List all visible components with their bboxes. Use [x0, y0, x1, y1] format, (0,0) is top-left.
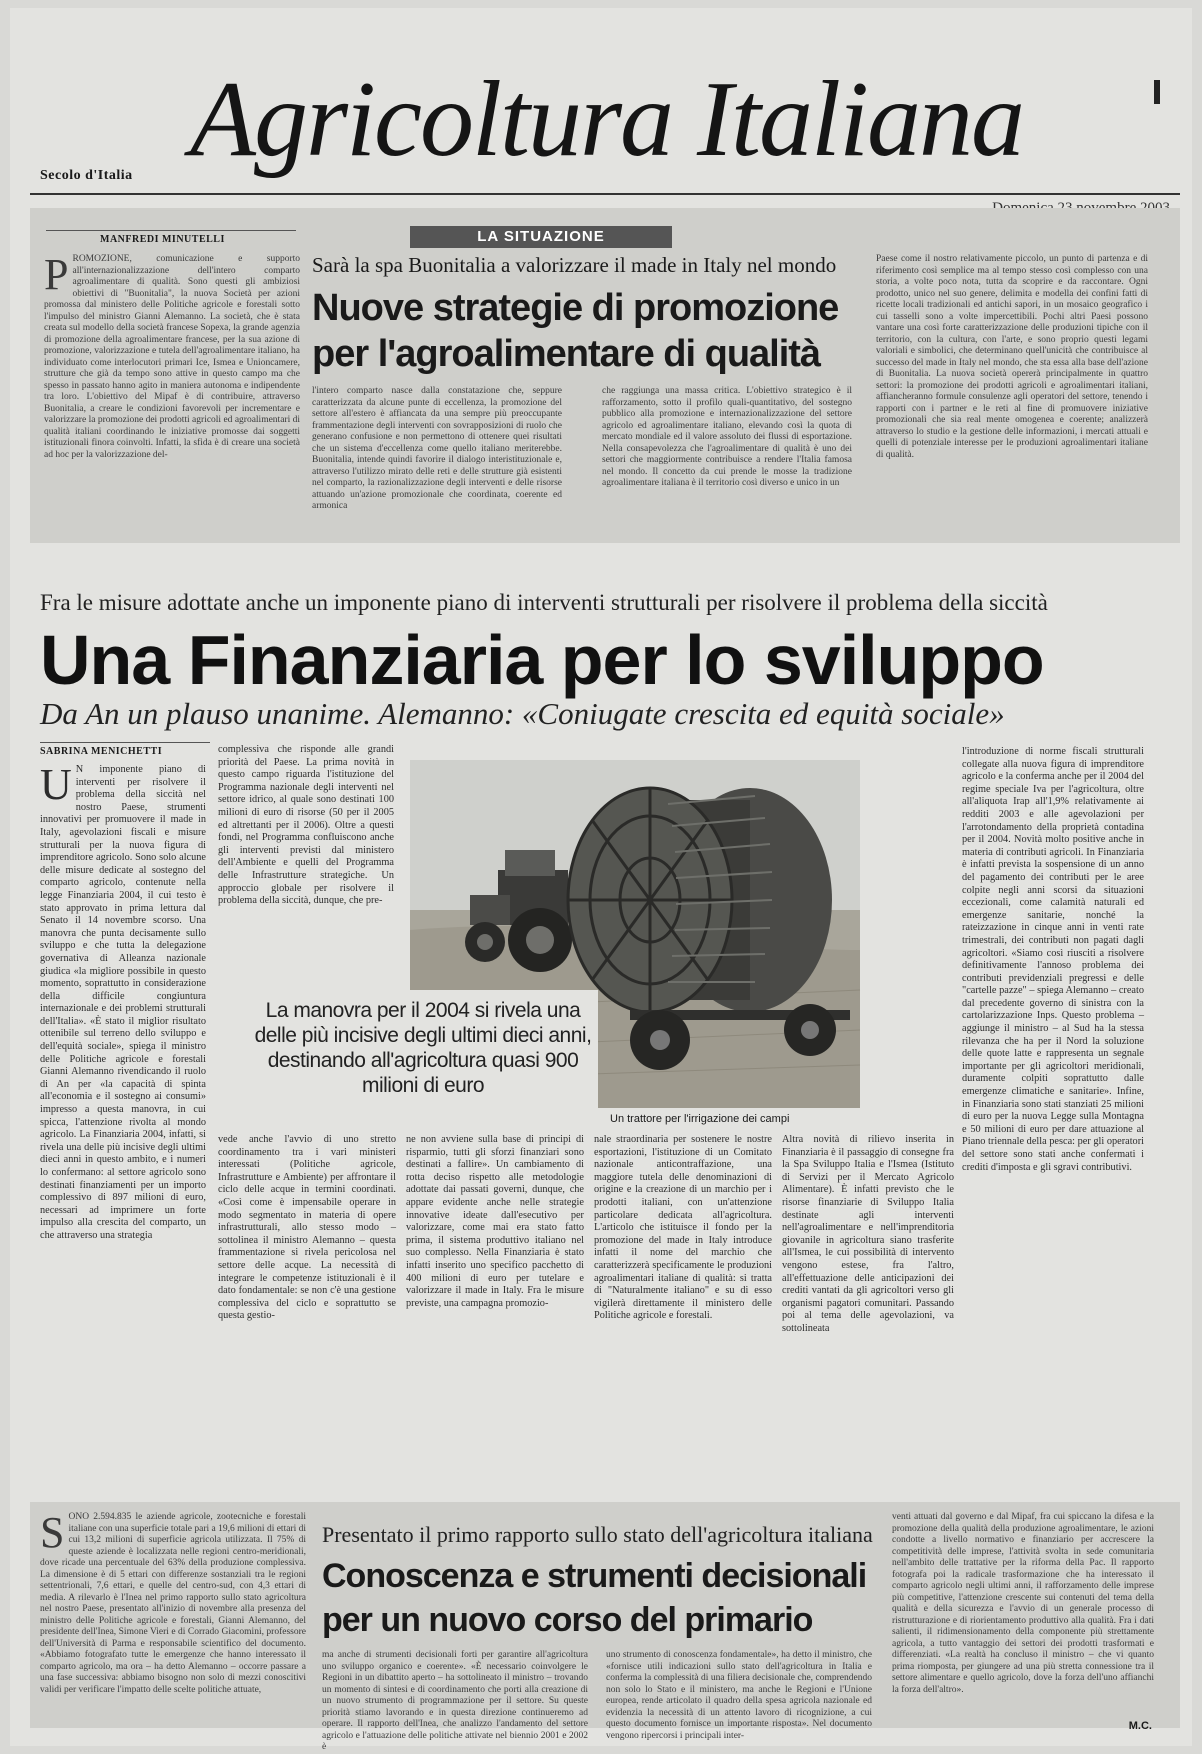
la-situazione-label: LA SITUAZIONE	[410, 226, 672, 248]
photo-caption: Un trattore per l'irrigazione dei campi	[610, 1113, 790, 1125]
rapporto-col3: uno strumento di conoscenza fondamentale», ha detto il ministro, che «fornisce utili indicazioni sullo stato dell'agricoltura in Italia e conferma la complessità di una filiera decisionale che, comprendendo non solo lo Stato e il ministero, ma anche le Regioni e l'Unione europea, rende articolato il quadro della spesa agricola nazionale ed evidenzia la necessità di un attento lavoro di ricognizione, a cui questo documento fornisce un importante risposta». Nel documento vengono ripercorsi i principali inter-	[606, 1650, 872, 1741]
situazione-col3: Paese come il nostro relativamente piccolo, un punto di partenza e di riferimento così semplice ma al tempo stesso così complesso con una storia, a volte poco nota, tutta da scoprire e da raccontare. Ogni prodotto, unico nel suo genere, delimita e modella dei confini fatti di ricette locali tradizionali ed antichi sapori, in un mosaico geografico i cui tasselli sono a volte impercettibili. Pochi altri Paesi possono vantare una così forte caratterizzazione delle produzioni tipiche con il territorio, con la cultura, con l'arte, e sono proprio questi legami valoriali e simbolici, che determinano quell'unicità che contribuisce al successo del made in Italy nel mondo, che sta essa alla base dell'azione di Buonitalia. La nuova società opererà principalmente in quattro settori: la promozione dei prodotti agricoli e agroalimentari italiani, affiancheranno formule consulenze agli operatori del settore, tenendo i rapporti con i partner e le reti al fine di promuovere iniziative promozionali che sia real mente omogenea e coerente; analizzerà attraverso lo studio e la gestione delle informazioni, i mercati attuali e quelli di potenziale interesse per le produzioni agroalimentari italiane di qualità.	[876, 254, 1148, 460]
finanziaria-kicker: Fra le misure adottate anche un imponente piano di interventi strutturali per risolvere il problema della siccità	[40, 590, 1048, 615]
masthead-mark	[1154, 80, 1160, 104]
rapporto-subhead: Presentato il primo rapporto sullo stato dell'agricoltura italiana	[322, 1522, 873, 1547]
finanziaria-col4b: nale straordinaria per sostenere le nostre esportazioni, l'istituzione di un Comitato nazionale anticontraffazione, una maggiore tutela delle denominazioni di origine e la creazione di un marchio per i prodotti italiani, con un'attenzione particolare dedicata all'agricoltura. L'articolo che istituisce il fondo per la promozione del made in Italy introduce infatti il nome del marchio che caratterizzerà specificamente le produzioni agroalimentari italiane di qualità: si tratta di "Naturalmente italiano" e su di esso vigilerà direttamente il ministero delle Politiche agricole e forestali.	[594, 1134, 772, 1322]
finanziaria-col1	[40, 760, 206, 1470]
masthead-section: Secolo d'Italia	[40, 168, 133, 183]
situazione-headline: Nuove strategie di promozione per l'agroalimentare di qualità	[312, 287, 839, 375]
finanziaria-col5b: Altra novità di rilievo inserita in Finanziaria è il passaggio di consegne fra la Spa Sviluppo Italia e l'Ismea (Istituto di Servizi per il Mercato Agricolo Alimentare). È infatti previsto che le risorse finanziarie di Sviluppo Italia destinate agli interventi nell'agroalimentare e nell'imprenditoria giovanile in agricoltura siano trasferite all'Ismea, le cui possibilità di intervento vengono estese, fra l'altro, all'effettuazione delle anticipazioni dei crediti vantati da gli agricoltori verso gli organismi pagatori comunitari. Passando poi al tema delle agevolazioni, va sottolineata	[782, 1134, 954, 1334]
top-left-body: ROMOZIONE, comunicazione e supporto all'internazionalizzazione dell'intero comparto agroalimentare di qualità. Sono questi gli ambiziosi obiettivi di "Buonitalia", la nuova Società per azioni promossa dal ministero delle Politiche agricole e forestali sotto l'impulso del ministro Gianni Alemanno. La società, che è stata creata sul modello della società francese Sopexa, la grande agenzia di promozione della agroalimentare francese, per la sua azione di promozione, valorizzazione e tutela dell'agroalimentare italiano, ha individuato come interlocutori primari Ice, Ismea e Unioncamere, strutture che già da tempo sono attive in questo campo ma che spesso in passato hanno agito in maniera autonoma e indipendente tra loro. L'obiettivo del Mipaf è di contribuire, attraverso Buonitalia, a creare le condizioni favorevoli per incrementare e valorizzare la promozione dei prodotti agricoli ed agroalimentari di qualità italiani coordinando le iniziative promosse dai soggetti istituzionali finora coinvolti. Infatti, la sfida è di creare una società ad hoc per la valorizzazione del-	[44, 254, 300, 460]
byline-minutelli: MANFREDI MINUTELLI	[100, 234, 225, 245]
byline-rule-fin	[40, 742, 210, 743]
masthead-title: Agricoltura Italiana	[190, 60, 1023, 179]
masthead	[30, 28, 1170, 198]
situazione-col1: l'intero comparto nasce dalla constatazione che, seppure caratterizzata da alcune punte di eccellenza, la promozione del settore all'estero è affiancata da una sempre più preoccupante frammentazione degli interventi con sovrapposizioni di ruolo che generano confusione e non permettono di ottenere quei risultati che un sistema d'eccellenza come quello italiano meriterebbe. Buonitalia, intende quindi favorire il dialogo interistituzionale e, attraverso l'utilizzo mirato delle reti e delle strutture già esistenti nel comparto, la razionalizzazione degli interventi e delle risorse attuando un'azione promozionale che coordinata, coerente ed armonica	[312, 386, 562, 511]
finanziaria-col2b: vede anche l'avvio di uno stretto coordinamento tra i vari ministeri interessati (Politiche agricole, Infrastrutture e Ambiente) per affrontare il ciclo delle acque in termini coordinati. «Così come è impensabile operare in modo segmentato in materia di opere infrastrutturali, allo stesso modo – sottolinea il ministro Alemanno – questa frammentazione si rivela pericolosa nel settore delle acque. La necessità di integrare le competenze istituzionali è il dato fondamentale: se non c'è una gestione complessiva del ciclo e soprattutto se questa gestio-	[218, 1134, 396, 1322]
signature-mc: M.C.	[1128, 1720, 1152, 1732]
masthead-rule	[30, 193, 1180, 195]
finanziaria-col1-body: N imponente piano di interventi per risolvere il problema della siccità nel nostro Paese, strumenti innovativi per promuovere il made in Italy, agevolazioni fiscali e misure strutturali per la nuova figura di imprenditore agricolo. Sono solo alcune delle misure dedicate al sostegno del comparto agricolo, contenute nella legge Finanziaria 2004, il cui testo è stato approvato in prima lettura dal Senato il 14 novembre scorso. Una manovra che punta decisamente sullo sviluppo e che tutta la delegazione governativa di Alleanza nazionale giudica «la migliore possibile in questo momento, soprattutto in considerazione della difficile congiuntura internazionale e dei problemi strutturali dell'Italia». «È stato il miglior risultato ottenibile sul terreno dello sviluppo e dell'equità sociale», spiega il ministro delle Politiche agricole e forestali Gianni Alemanno rivendicando il ruolo di An per «la capacità di spinta all'economia e il sostegno ai consumi» impresso a questa manovra, in cui spicca, l'attenzione rivolta al mondo agricolo. La Finanziaria 2004, infatti, si rivela una delle più incisive degli ultimi dieci anni in questo ambito, e i numeri lo confermano: al settore agricolo sono destinati finanziamenti per un importo complessivo di 897 milioni di euro, necessari ad imprimere un forte impulso alla crescita del comparto, un che attraverso una strategia	[40, 764, 206, 1241]
dropcap-s: S	[40, 1508, 65, 1557]
situazione-col2: che raggiunga una massa critica. L'obiettivo strategico è il rafforzamento, sotto il profilo quali-quantitativo, del sostegno pubblico alla promozione e internazionalizzazione del settore agricolo ed agroalimentare italiano, elevando così la quota di mercato mondiale ed il valore assoluto dei flussi di esportazione. Nella consapevolezza che l'agroalimentare di qualità è uno dei settori che maggiormente contribuisce a rendere l'Italia famosa nel mondo. Il concetto da cui prende le mosse la tradizione agroalimentare italiana è il territorio così diverso e unico in un	[602, 386, 852, 488]
rapporto-col4: venti attuati dal governo e dal Mipaf, fra cui spiccano la difesa e la promozione della qualità della produzione agroalimentare, le azioni condotte a livello normativo e finanziario per accrescere la competitività delle imprese, l'attività svolta in sede comunitaria nell'ambito delle trattative per la riforma della Pac. Il rapporto fotografa poi la radicale trasformazione che ha interessato il comparto agricolo negli ultimi anni, il rafforzamento delle imprese più competitive, l'attenzione crescente sui contenuti del tema della qualità e della sicurezza e l'avvio di un generale processo di ristrutturazione e di riorientamento produttivo alla qualità. Fra i dati salienti, il ridimensionamento della componente più strettamente agricola, a tutto vantaggio dei settori dei prodotti trasformati e differenziati. «La realtà ha concluso il ministro – che vi quanto prima riomposta, per giungere ad una più stretta connessione tra il settore alimentare e quello agricolo, dove la forza dell'uno affianchi la forza dell'altro».	[892, 1512, 1154, 1695]
finanziaria-col2: complessiva che risponde alle grandi priorità del Paese. La prima novità in questo campo riguarda l'istituzione del Programma nazionale degli interventi nel settore idrico, al quale sono destinati 100 milioni di euro di risorse (50 per il 2005 ed altrettanti per il 2006). Oltre a questi fondi, nel Programma confluiscono anche gli interventi previsti dal ministero dell'Ambiente e quelli del Programma delle Infrastrutture strategiche. Un approccio globale per risolvere il problema della siccità, dunque, che pre-	[218, 744, 394, 907]
rapporto-col2: ma anche di strumenti decisionali forti per garantire all'agricoltura uno sviluppo organico e coerente». «È necessario coinvolgere le Regioni in un dibattito aperto – ha sottolineato il ministro – trovando un momento di sintesi e di coordinamento che porti alla creazione di un nuovo strumento di programmazione per il settore. Su queste priorità stiamo lavorando e in questa direzione continueremo ad operare. Il rapporto dell'Inea, che analizzo l'andamento del settore agricolo e l'attuazione delle politiche attivate nel biennio 2001 e 2002 è	[322, 1650, 588, 1752]
situazione-subhead: Sarà la spa Buonitalia a valorizzare il made in Italy nel mondo	[312, 253, 837, 277]
pullquote: La manovra per il 2004 si rivela una delle più incisive degli ultimi dieci anni, destinando all'agricoltura quasi 900 milioni di euro	[254, 999, 592, 1097]
finanziaria-headline: Una Finanziaria per lo sviluppo	[40, 621, 1044, 699]
dropcap-p: P	[44, 250, 69, 299]
dropcap-u: U	[40, 760, 72, 809]
rapporto-col1	[40, 1508, 306, 1722]
byline-menichetti: SABRINA MENICHETTI	[40, 746, 163, 757]
byline-rule-top	[46, 230, 296, 231]
top-left-article-text	[44, 250, 300, 538]
rapporto-headline: Conoscenza e strumenti decisionali per un nuovo corso del primario	[322, 1557, 867, 1639]
rapporto-col1-body: ONO 2.594.835 le aziende agricole, zootecniche e forestali italiane con una superficie totale pari a 19,6 milioni di ettari di cui 13,2 milioni di superficie agricola utilizzata. Il 75% di queste aziende è localizzata nelle regioni centro-meridionali, dove ricade una percentuale del 63% della produzione complessiva. La dimensione è di 5 ettari con differenze sostanziali tra le regioni settentrionali, 7,6 ettari, e quelle del centro-sud, con 4,3 ettari di media. A rilevarlo è l'Inea nel primo rapporto sullo stato agricoltura nel nostro Paese, presentato all'inizio di novembre alla presenza del ministro delle Politiche agricole e forestali, Gianni Alemanno, del presidente dell'Inea, Simone Vieri e di Corrado Giacomini, professore dell'Università di Parma e responsabile scientifico del documento. «Abbiamo fotografato tutte le emergenze che hanno interessato il comparto agricolo, ma ora – ha detto Alemanno – occorre passare a una fase successiva: abbiamo bisogno non solo di mezzi conoscitivi validi per verificare l'impatto delle scelte politiche attuate,	[40, 1512, 306, 1695]
finanziaria-col3b: ne non avviene sulla base di principi di risparmio, tutti gli sforzi finanziari sono destinati a fallire». Un cambiamento di rotta deciso rispetto alle metodologie adottate dai passati governi, dunque, che appare evidente anche nelle strategie innovative ideate dall'esecutivo per valorizzare, come mai era stato fatto prima, il sistema produttivo italiano nel suo complesso. Nella Finanziaria è stato infatti inserito uno specifico pacchetto di 400 milioni di euro per tutelare e valorizzare il made in Italy. Fra le misure previste, una campagna promozio-	[406, 1134, 584, 1309]
finanziaria-subhead: Da An un plauso unanime. Alemanno: «Coniugate crescita ed equità sociale»	[40, 696, 1005, 731]
newspaper-page	[10, 8, 1192, 1752]
finanziaria-col6: l'introduzione di norme fiscali strutturali collegate alla nuova figura di imprenditore agricolo e la conferma anche per il 2004 del regime speciale Iva per l'agricoltura, oltre all'aliquota Irap all'1,9% relativamente ai redditi 2003 e alle agevolazioni per l'arrotondamento della proprietà contadina per il 2004. Novità molto positive anche in materia di contributi agricoli. In Finanziaria è infatti prevista la sospensione di un anno del pagamento dei contributi per le aree colpite negli anni scorsi da situazioni eccezionali, come calamità naturali ed emergenze sanitarie, nonché la rateizzazione in cinque anni in venti rate trimestrali, dei contributi non pagati dagli agricoltori. «Siamo così riusciti a risolvere definitivamente l'annoso problema dei contributi previdenziali pregressi e delle "cartelle pazze" – spiega Alemanno – creato dal precedente governo di sinistra con la cartolarizzazione Inps. Questo problema – aggiunge il ministro – al Sud ha la stessa rilevanza che ha per il Nord la soluzione delle quote latte e rappresenta un segnale importante per gli agricoltori meridionali, duramente colpiti soprattutto dalle emergenze climatiche e sanitarie». Infine, in Finanziaria sono stati stanziati 25 milioni di euro per la nuova Legge sulla Montagna e 50 milioni di euro per dare attuazione al Piano triennale della pesca: per gli operatori del settore sono stati anche confermati i crediti d'imposta e gli sgravi contributivi.	[962, 746, 1144, 1173]
